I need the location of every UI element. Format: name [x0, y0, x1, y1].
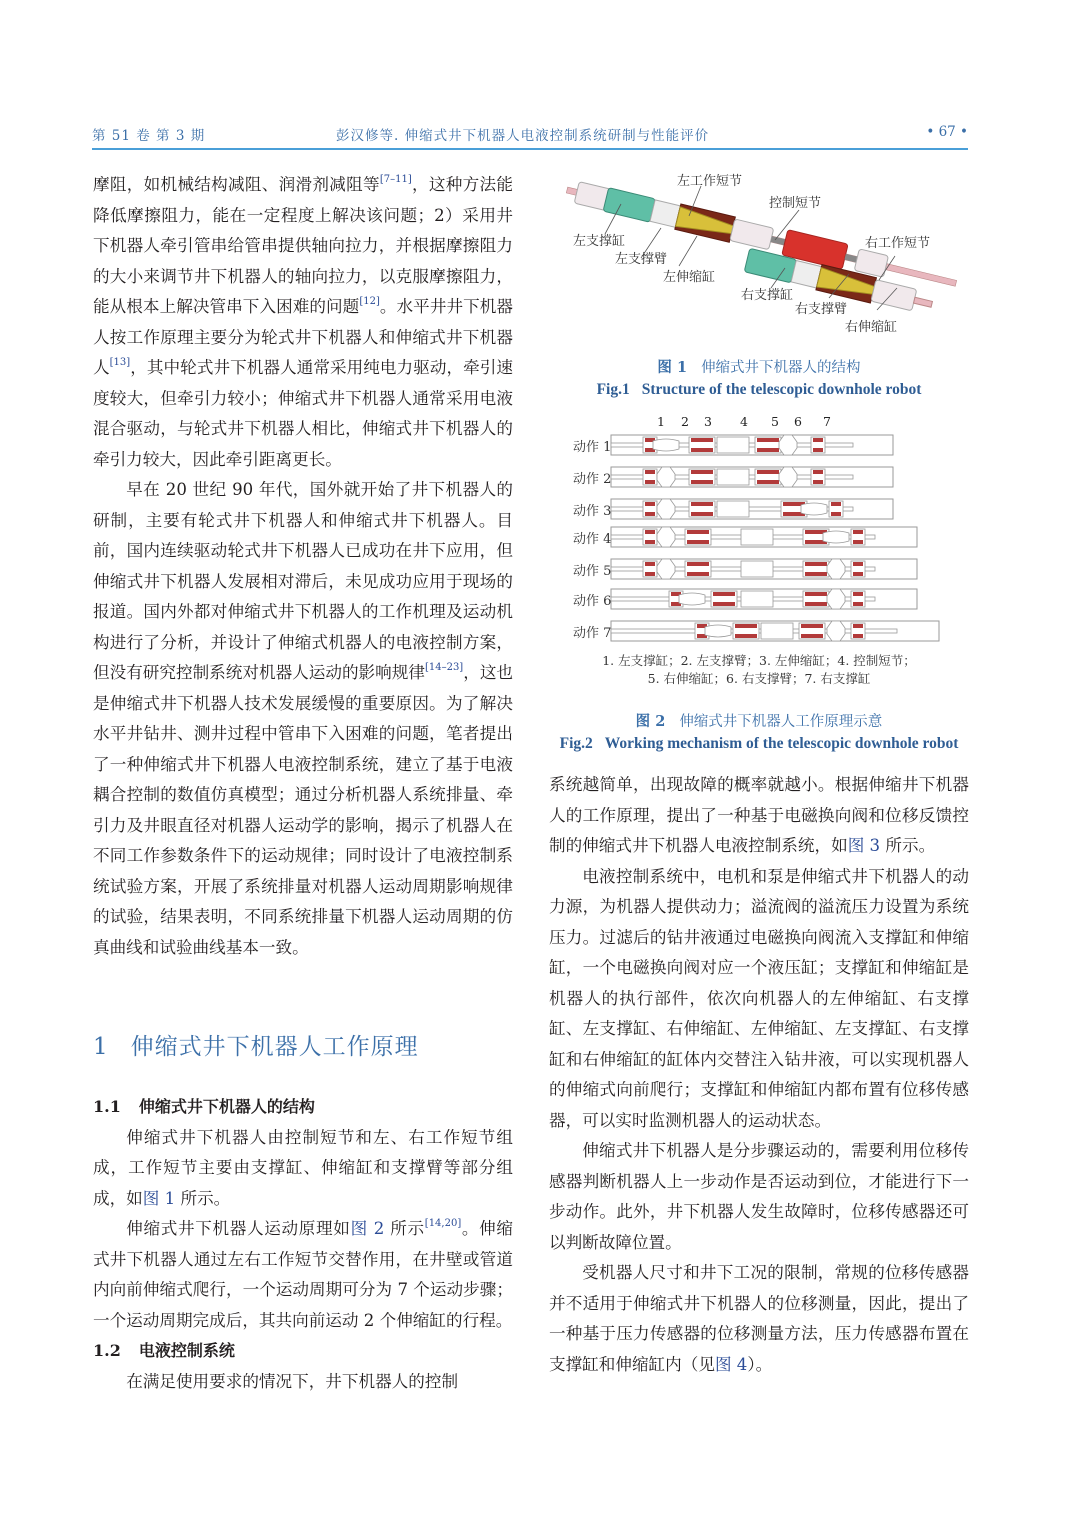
action-label: 动作 4	[573, 532, 612, 547]
left-support-cylinder-upper-block	[645, 562, 655, 566]
control-section-box	[717, 469, 749, 485]
right-telescopic-cylinder-lower-block	[757, 448, 779, 452]
figure-link[interactable]: 图 3	[847, 836, 881, 855]
paragraph	[549, 770, 969, 862]
header-rule	[92, 148, 968, 150]
right-support-cylinder-lower-block	[853, 540, 863, 544]
action-label: 动作 2	[573, 472, 612, 487]
right-telescopic-cylinder-lower-block	[801, 634, 823, 638]
label-left-support-arm: 左支撑臂	[615, 252, 668, 267]
control-section-box	[717, 437, 749, 453]
action-row-diagram	[565, 526, 955, 552]
left-telescopic-cylinder-lower-block	[713, 602, 735, 606]
action-row-diagram	[565, 434, 955, 460]
subsection-number: 1.1	[93, 1097, 121, 1116]
part-number: 3	[704, 414, 712, 429]
right-support-arm	[827, 589, 845, 609]
text: ）。	[747, 1354, 773, 1374]
text: 所示。	[880, 836, 936, 855]
text: 所示。	[175, 1188, 231, 1208]
figure-2-illustration	[565, 414, 955, 684]
left-support-arm	[657, 527, 675, 547]
label-right-telescopic-cylinder: 右伸缩缸	[845, 320, 898, 335]
caption-text: 伸缩式井下机器人工作原理示意	[679, 714, 883, 730]
label-left-support-cylinder: 左支撑缸	[573, 234, 626, 249]
left-support-arm	[653, 439, 679, 451]
right-support-cylinder-upper-block	[813, 470, 823, 474]
right-support-cylinder-upper-block	[813, 438, 823, 442]
part-number: 6	[794, 414, 802, 429]
part-number: 1	[657, 414, 665, 429]
left-support-cylinder	[603, 188, 655, 223]
control-section-box	[741, 561, 773, 577]
legend-line: 5. 右伸缩缸；6. 右支撑臂；7. 右支撑缸	[647, 671, 871, 686]
action-label: 动作 5	[573, 564, 612, 579]
right-support-arm	[801, 503, 827, 515]
right-telescopic-cylinder-upper-block	[805, 592, 827, 596]
volume-issue: 第 51 卷 第 3 期	[92, 128, 206, 144]
left-telescopic-cylinder-upper-block	[735, 624, 757, 628]
text: 早在 20 世纪 90 年代，国外就开始了井下机器人的研制，主要有轮式井下机器人和伸缩式井下机器人。目前，国内连续驱动轮式井下机器人已成功在井下应用，但伸缩式井下机器人发展相对滞后，未见成功应用于现场的报道。国内外都对伸缩式井下机器人的工作机理及运动机构进行了分析，并设计了伸缩式机器人的电液控制方案，但没有研究控制系统对机器人运动的影响规律	[93, 480, 513, 682]
figure-2-caption-en	[549, 735, 969, 753]
text: 电液控制系统中，电机和泵是伸缩式井下机器人的动力源，为机器人提供动力；溢流阀的溢流压力设置为系统压力。过滤后的钻井液通过电磁换向阀流入支撑缸和伸缩缸，一个电磁换向阀对应一个液压缸；支撑缸和伸缩缸是机器人的执行部件，依次向机器人的左伸缩缸、右支撑缸、左支撑缸、右伸缩缸、左伸缩缸、左支撑缸、右支撑缸和右伸缩缸的缸体内交替注入钻井液，可以实现机器人的伸缩式向前爬行；支撑缸和伸缩缸内都布置有位移传感器，可以实时监测机器人的运动状态。	[549, 866, 969, 1130]
text: 系统越简单，出现故障的概率就越小。根据伸缩井下机器人的工作原理，提出了一种基于电磁换向阀和位移反馈控制的伸缩式井下机器人电液控制系统，如	[549, 775, 969, 855]
action-row-diagram	[565, 558, 955, 584]
left-support-cylinder-upper-block	[645, 502, 655, 506]
text: 受机器人尺寸和井下工况的限制，常规的位移传感器并不适用于伸缩式井下机器人的位移测量，因此，提出了一种基于压力传感器的位移测量方法，压力传感器布置在支撑缸和伸缩缸内（见	[549, 1263, 969, 1374]
caption-text: 伸缩式井下机器人的结构	[701, 360, 861, 376]
left-column-lower	[93, 1092, 513, 1397]
left-support-cylinder-upper-block	[645, 470, 655, 474]
caption-text: Structure of the telescopic downhole robot	[641, 381, 922, 398]
figure-number: 图 1	[657, 359, 688, 376]
right-support-arm	[779, 435, 797, 455]
subsection-title: 电液控制系统	[138, 1341, 235, 1360]
part-number: 2	[681, 414, 689, 429]
right-support-arm	[823, 531, 849, 543]
text: 伸缩式井下机器人由控制短节和左、右工作短节组成，工作短节主要由支撑缸、伸缩缸和支撑臂等部分组成，如	[93, 1127, 513, 1208]
left-support-cylinder-lower-block	[645, 572, 655, 576]
label-right-support-cylinder: 右支撑缸	[741, 288, 794, 303]
right-telescopic-cylinder-upper-block	[805, 562, 827, 566]
text: 所示	[384, 1219, 425, 1238]
caption-text: Working mechanism of the telescopic downhole robot	[604, 735, 959, 752]
right-support-arm	[827, 559, 845, 579]
right-telescopic-cylinder-lower-block	[805, 572, 827, 576]
control-section-box	[741, 529, 773, 545]
right-support-cylinder-upper-block	[853, 530, 863, 534]
left-telescopic-cylinder-lower-block	[687, 540, 709, 544]
left-support-cylinder-lower-block	[645, 480, 655, 484]
part-number: 7	[823, 414, 831, 429]
action-label: 动作 3	[573, 504, 612, 519]
right-support-cylinder-lower-block	[853, 572, 863, 576]
legend-line: 1. 左支撑缸；2. 左支撑臂；3. 左伸缩缸；4. 控制短节；	[602, 653, 916, 668]
control-section-box	[717, 501, 749, 517]
paragraph	[549, 1136, 969, 1258]
text: 。水平井井下机器人按工作原理主要分为轮式井下机器人和伸缩式井下机器人	[93, 297, 513, 377]
coupling	[844, 254, 857, 263]
right-column	[549, 770, 969, 1380]
action-row-diagram	[565, 588, 955, 614]
text: 伸缩式井下机器人是分步骤运动的，需要利用位移传感器判断机器人上一步动作是否运动到位，才能进行下一步动作。此外，井下机器人发生故障时，位移传感器还可以判断故障位置。	[549, 1141, 969, 1252]
citation[interactable]: [13]	[109, 357, 131, 368]
citation[interactable]: [14,20]	[424, 1218, 462, 1229]
control-section-box	[741, 591, 773, 607]
subsection-heading-1-1	[93, 1092, 513, 1123]
left-telescopic-cylinder-lower-block	[691, 448, 713, 452]
paragraph	[549, 1258, 969, 1380]
paragraph	[93, 1367, 513, 1398]
shaft-end	[914, 297, 933, 307]
running-header	[92, 120, 968, 146]
control-section-box	[761, 623, 793, 639]
right-support-cylinder-lower-block	[853, 602, 863, 606]
figure-2-caption-cn	[549, 710, 969, 731]
left-support-cylinder-lower-block	[645, 540, 655, 544]
action-label: 动作 7	[573, 626, 612, 641]
right-telescopic-cylinder-lower-block	[805, 602, 827, 606]
left-telescopic-cylinder-lower-block	[687, 572, 709, 576]
figure-1-illustration	[549, 168, 969, 348]
left-telescopic-cylinder-lower-block	[691, 480, 713, 484]
left-support-arm	[657, 467, 675, 487]
right-telescopic-cylinder-upper-block	[757, 438, 779, 442]
figure-number: 图 2	[635, 713, 666, 730]
right-telescopic-cylinder-upper-block	[801, 624, 823, 628]
action-row-diagram	[565, 620, 955, 646]
figure-1-caption-cn	[549, 356, 969, 377]
section-heading-1	[93, 1028, 419, 1061]
left-support-arm	[657, 559, 675, 579]
right-telescopic-cylinder	[871, 280, 917, 311]
figure-2-legend	[549, 652, 969, 688]
subsection-heading-1-2	[93, 1336, 513, 1367]
paragraph	[93, 1123, 513, 1215]
left-telescopic-cylinder-upper-block	[713, 592, 735, 596]
right-support-cylinder-upper-block	[853, 562, 863, 566]
left-telescopic-cylinder	[730, 219, 774, 250]
label-right-work-section: 右工作短节	[865, 236, 931, 251]
left-telescopic-cylinder-upper-block	[691, 502, 713, 506]
figure-number: Fig.1	[596, 381, 630, 398]
citation[interactable]: [14–23]	[424, 662, 464, 673]
citation[interactable]: [7–11]	[379, 174, 412, 185]
part-number: 5	[771, 414, 779, 429]
left-support-cylinder-lower-block	[645, 512, 655, 516]
left-telescopic-cylinder-upper-block	[691, 470, 713, 474]
text: 。伸缩式井下机器人通过左右工作短节交替作用，在井壁或管道内向前伸缩式爬行，一个运动周期可分为 7 个运动步骤；一个运动周期完成后，其共向前运动 2 个伸缩缸的行程。	[93, 1219, 514, 1330]
right-support-cylinder-lower-block	[813, 480, 823, 484]
right-support-cylinder-upper-block	[853, 624, 863, 628]
right-telescopic-cylinder-upper-block	[757, 470, 779, 474]
subsection-title: 伸缩式井下机器人的结构	[138, 1097, 315, 1116]
left-telescopic-cylinder-upper-block	[687, 562, 709, 566]
section-title: 伸缩式井下机器人工作原理	[130, 1034, 419, 1060]
left-telescopic-cylinder-upper-block	[691, 438, 713, 442]
left-telescopic-cylinder-lower-block	[691, 512, 713, 516]
text: 伸缩式井下机器人运动原理如	[126, 1219, 351, 1238]
text: ，这也是伸缩式井下机器人技术发展缓慢的重要原因。为了解决水平井钻井、测井过程中管串下入困难的问题，笔者提出了一种伸缩式井下机器人电液控制系统，建立了基于电液耦合控制的数值仿真模型；通过分析机器人系统排量、牵引力及井眼直径对机器人运动学的影响，揭示了机器人在不同工作参数条件下的运动规律；同时设计了电液控制系统试验方案，开展了系统排量对机器人运动周期影响规律的试验，结果表明，不同系统排量下机器人运动周期的仿真曲线和试验曲线基本一致。	[93, 663, 514, 957]
action-row-diagram	[565, 466, 955, 492]
text: ，这种方法能降低摩擦阻力，能在一定程度上解决该问题；2）采用井下机器人牵引管串给管串提供轴向拉力，并根据摩擦阻力的大小来调节井下机器人的轴向拉力，以克服摩擦阻力，能从根本上解决管串下入困难的问题	[93, 175, 514, 316]
right-support-cylinder-lower-block	[831, 512, 841, 516]
left-telescopic-cylinder-upper-block	[687, 530, 709, 534]
figure-link[interactable]: 图 2	[350, 1219, 385, 1238]
right-support-cylinder-lower-block	[813, 448, 823, 452]
paragraph	[93, 1214, 513, 1336]
robot-structure-drawing	[549, 168, 969, 348]
text: ，其中轮式井下机器人通常采用纯电力驱动，牵引速度较大，但牵引力较小；伸缩式井下机器人通常采用电液混合驱动，与轮式井下机器人相比，伸缩式井下机器人的牵引力较大，因此牵引距离更长。	[93, 358, 514, 469]
text: 在满足使用要求的情况下，井下机器人的控制	[126, 1371, 459, 1391]
running-title: 彭汉修等. 伸缩式井下机器人电液控制系统研制与性能评价	[336, 128, 710, 144]
section-number: 1	[93, 1034, 109, 1060]
subsection-number: 1.2	[93, 1341, 121, 1360]
citation[interactable]: [12]	[359, 296, 380, 307]
figure-link[interactable]: 图 1	[142, 1188, 176, 1208]
label-right-support-arm: 右支撑臂	[795, 302, 848, 317]
left-support-cylinder-upper-block	[645, 530, 655, 534]
paragraph	[93, 170, 513, 475]
figure-1-caption-en	[549, 381, 969, 399]
right-telescopic-cylinder-lower-block	[757, 480, 779, 484]
label-control-section: 控制短节	[769, 196, 822, 211]
text: 摩阻，如机械结构减阻、润滑剂减阻等	[93, 175, 380, 194]
paragraph	[549, 862, 969, 1137]
label-left-telescopic-cylinder: 左伸缩缸	[663, 270, 716, 285]
right-support-cylinder-upper-block	[831, 502, 841, 506]
left-column	[93, 170, 513, 963]
right-support-cylinder-lower-block	[853, 634, 863, 638]
left-support-arm	[679, 593, 705, 605]
part-number: 4	[740, 414, 748, 429]
left-support-arm	[705, 625, 731, 637]
left-support-arm	[657, 499, 675, 519]
action-label: 动作 6	[573, 594, 612, 609]
page-number: • 67 •	[926, 124, 968, 140]
action-label: 动作 1	[573, 440, 612, 455]
right-support-arm	[827, 621, 845, 641]
figure-link[interactable]: 图 4	[714, 1354, 748, 1374]
label-left-work-section: 左工作短节	[677, 174, 743, 189]
figure-number: Fig.2	[559, 735, 593, 752]
right-support-cylinder-upper-block	[853, 592, 863, 596]
action-row-diagram	[565, 498, 955, 524]
right-support-arm	[779, 467, 797, 487]
left-telescopic-cylinder-lower-block	[735, 634, 757, 638]
paragraph	[93, 475, 513, 963]
